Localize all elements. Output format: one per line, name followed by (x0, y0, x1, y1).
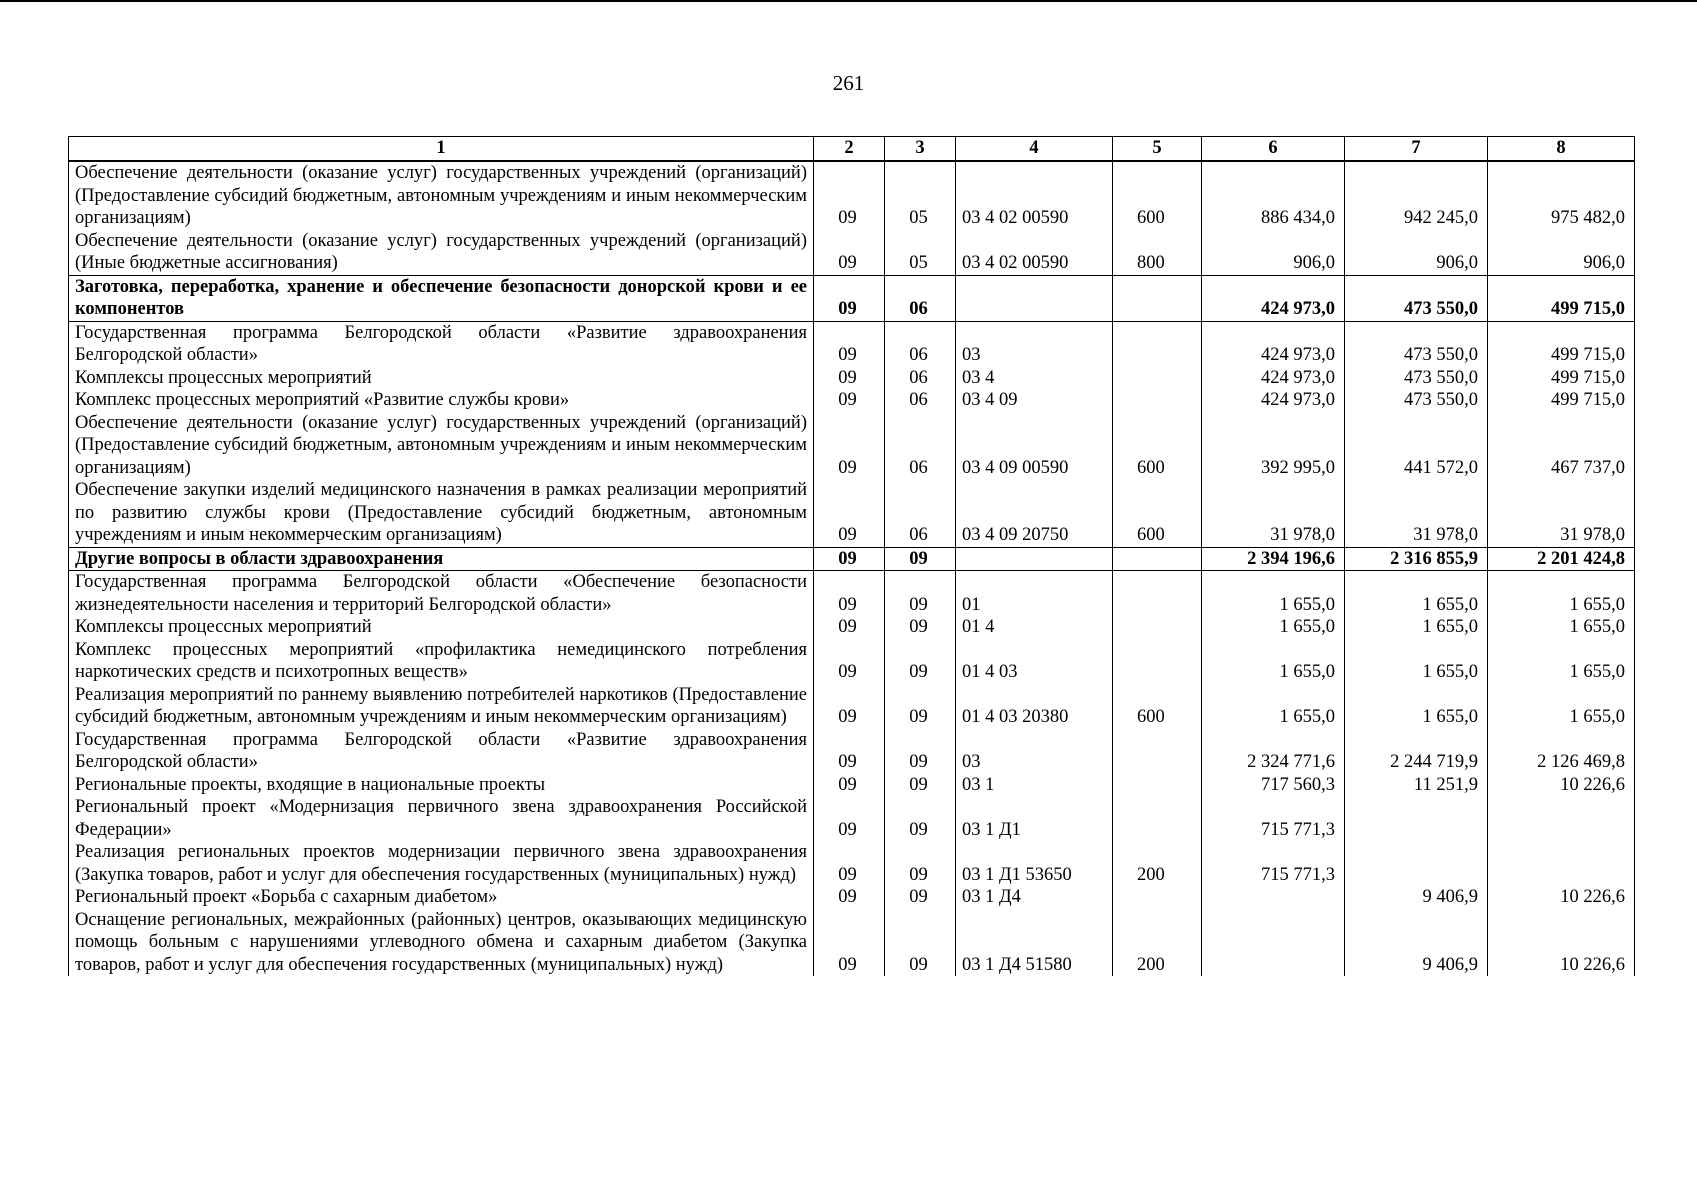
cell-subsection: 09 (885, 729, 956, 774)
cell-expense-type (1113, 616, 1202, 639)
cell-subsection: 09 (885, 547, 956, 571)
table-row (69, 729, 1635, 774)
cell-amount-col6: 886 434,0 (1202, 161, 1345, 230)
cell-target-article: 03 4 02 00590 (956, 161, 1113, 230)
cell-expense-type (1113, 547, 1202, 571)
table-row (69, 886, 1635, 909)
table-row (69, 161, 1635, 230)
cell-amount-col7: 473 550,0 (1345, 275, 1488, 321)
table-row (69, 367, 1635, 390)
row-name: Государственная программа Белгородской области «Развитие здравоохранения Белгородской области» (69, 321, 814, 367)
cell-amount-col6: 31 978,0 (1202, 479, 1345, 547)
cell-expense-type: 200 (1113, 841, 1202, 886)
row-name: Обеспечение деятельности (оказание услуг) государственных учреждений (организаций) (Предоставление субсидий бюджетным, автономным учреждениям и иным некоммерческим организациям) (69, 412, 814, 480)
cell-target-article: 03 4 09 (956, 389, 1113, 412)
cell-target-article: 03 (956, 729, 1113, 774)
row-name: Региональный проект «Модернизация первичного звена здравоохранения Российской Федерации» (69, 796, 814, 841)
cell-amount-col6: 2 324 771,6 (1202, 729, 1345, 774)
cell-subsection: 09 (885, 841, 956, 886)
cell-amount-col6: 424 973,0 (1202, 275, 1345, 321)
cell-amount-col8: 2 126 469,8 (1488, 729, 1635, 774)
section-row (69, 547, 1635, 571)
cell-target-article (956, 275, 1113, 321)
cell-amount-col7: 1 655,0 (1345, 639, 1488, 684)
cell-section: 09 (814, 321, 885, 367)
cell-amount-col7: 473 550,0 (1345, 367, 1488, 390)
section-row (69, 275, 1635, 321)
table-row (69, 841, 1635, 886)
cell-target-article: 01 4 (956, 616, 1113, 639)
cell-amount-col8: 2 201 424,8 (1488, 547, 1635, 571)
cell-amount-col8: 906,0 (1488, 230, 1635, 276)
cell-subsection: 06 (885, 479, 956, 547)
cell-section: 09 (814, 367, 885, 390)
cell-amount-col6: 392 995,0 (1202, 412, 1345, 480)
cell-amount-col6: 906,0 (1202, 230, 1345, 276)
cell-amount-col7: 473 550,0 (1345, 389, 1488, 412)
cell-amount-col8: 499 715,0 (1488, 367, 1635, 390)
row-name: Другие вопросы в области здравоохранения (69, 547, 814, 571)
cell-subsection: 09 (885, 616, 956, 639)
row-name: Обеспечение закупки изделий медицинского назначения в рамках реализации мероприятий по развитию службы крови (Предоставление субсидий бюджетным, автономным учреждениям и иным некоммерческим организациям) (69, 479, 814, 547)
column-header: 2 (814, 137, 885, 162)
cell-section: 09 (814, 796, 885, 841)
cell-section: 09 (814, 479, 885, 547)
cell-target-article: 03 4 (956, 367, 1113, 390)
table-row (69, 796, 1635, 841)
cell-expense-type (1113, 571, 1202, 617)
cell-section: 09 (814, 275, 885, 321)
cell-section: 09 (814, 909, 885, 977)
table-row (69, 230, 1635, 276)
row-name: Комплексы процессных мероприятий (69, 367, 814, 390)
row-name: Обеспечение деятельности (оказание услуг) государственных учреждений (организаций) (Иные бюджетные ассигнования) (69, 230, 814, 276)
cell-amount-col8: 499 715,0 (1488, 389, 1635, 412)
cell-amount-col6: 1 655,0 (1202, 639, 1345, 684)
row-name: Региональные проекты, входящие в национальные проекты (69, 774, 814, 797)
cell-target-article: 01 4 03 20380 (956, 684, 1113, 729)
cell-target-article: 03 1 Д4 51580 (956, 909, 1113, 977)
cell-section: 09 (814, 729, 885, 774)
cell-amount-col8: 1 655,0 (1488, 639, 1635, 684)
cell-amount-col6 (1202, 909, 1345, 977)
header-row (69, 137, 1635, 162)
cell-target-article: 01 4 03 (956, 639, 1113, 684)
table-row (69, 479, 1635, 547)
cell-amount-col8: 1 655,0 (1488, 684, 1635, 729)
cell-subsection: 06 (885, 275, 956, 321)
column-header: 6 (1202, 137, 1345, 162)
cell-expense-type (1113, 367, 1202, 390)
cell-amount-col7: 9 406,9 (1345, 909, 1488, 977)
row-name: Государственная программа Белгородской области «Развитие здравоохранения Белгородской области» (69, 729, 814, 774)
cell-subsection: 09 (885, 796, 956, 841)
cell-amount-col7: 1 655,0 (1345, 616, 1488, 639)
column-header: 7 (1345, 137, 1488, 162)
column-header: 5 (1113, 137, 1202, 162)
column-header: 1 (69, 137, 814, 162)
cell-subsection: 09 (885, 774, 956, 797)
cell-expense-type (1113, 886, 1202, 909)
cell-subsection: 09 (885, 684, 956, 729)
cell-expense-type (1113, 796, 1202, 841)
cell-amount-col7 (1345, 841, 1488, 886)
cell-amount-col7: 31 978,0 (1345, 479, 1488, 547)
column-header: 3 (885, 137, 956, 162)
cell-amount-col7: 2 244 719,9 (1345, 729, 1488, 774)
cell-amount-col8: 10 226,6 (1488, 774, 1635, 797)
cell-section: 09 (814, 161, 885, 230)
cell-target-article: 03 4 02 00590 (956, 230, 1113, 276)
row-name: Реализация мероприятий по раннему выявлению потребителей наркотиков (Предоставление субсидий бюджетным, автономным учреждениям и иным некоммерческим организациям) (69, 684, 814, 729)
cell-section: 09 (814, 886, 885, 909)
cell-expense-type: 800 (1113, 230, 1202, 276)
cell-subsection: 09 (885, 909, 956, 977)
row-name: Обеспечение деятельности (оказание услуг) государственных учреждений (организаций) (Предоставление субсидий бюджетным, автономным учреждениям и иным некоммерческим организациям) (69, 161, 814, 230)
row-name: Реализация региональных проектов модернизации первичного звена здравоохранения (Закупка товаров, работ и услуг для обеспечения государственных (муниципальных) нужд) (69, 841, 814, 886)
cell-amount-col6: 1 655,0 (1202, 571, 1345, 617)
cell-amount-col8: 1 655,0 (1488, 571, 1635, 617)
cell-section: 09 (814, 639, 885, 684)
cell-amount-col6: 715 771,3 (1202, 796, 1345, 841)
cell-amount-col7: 942 245,0 (1345, 161, 1488, 230)
cell-target-article: 03 1 Д4 (956, 886, 1113, 909)
cell-expense-type: 600 (1113, 412, 1202, 480)
cell-amount-col6 (1202, 886, 1345, 909)
cell-subsection: 05 (885, 161, 956, 230)
table-row (69, 321, 1635, 367)
table-row (69, 774, 1635, 797)
cell-amount-col6: 717 560,3 (1202, 774, 1345, 797)
column-header: 4 (956, 137, 1113, 162)
cell-amount-col8: 10 226,6 (1488, 886, 1635, 909)
cell-expense-type: 200 (1113, 909, 1202, 977)
cell-expense-type: 600 (1113, 161, 1202, 230)
cell-expense-type (1113, 774, 1202, 797)
cell-expense-type (1113, 389, 1202, 412)
cell-target-article (956, 547, 1113, 571)
table-row (69, 412, 1635, 480)
cell-target-article: 01 (956, 571, 1113, 617)
cell-amount-col7: 441 572,0 (1345, 412, 1488, 480)
cell-target-article: 03 4 09 00590 (956, 412, 1113, 480)
table-row (69, 684, 1635, 729)
cell-subsection: 05 (885, 230, 956, 276)
cell-amount-col7 (1345, 796, 1488, 841)
cell-amount-col6: 424 973,0 (1202, 389, 1345, 412)
budget-table (68, 136, 1635, 976)
row-name: Комплекс процессных мероприятий «профилактика немедицинского потребления наркотических средств и психотропных веществ» (69, 639, 814, 684)
cell-amount-col7: 9 406,9 (1345, 886, 1488, 909)
cell-section: 09 (814, 616, 885, 639)
row-name: Государственная программа Белгородской области «Обеспечение безопасности жизнедеятельности населения и территорий Белгородской области» (69, 571, 814, 617)
cell-amount-col6: 424 973,0 (1202, 321, 1345, 367)
page-number: 261 (832, 71, 865, 95)
cell-section: 09 (814, 412, 885, 480)
top-border-line (0, 0, 1697, 2)
cell-subsection: 09 (885, 886, 956, 909)
cell-amount-col7: 11 251,9 (1345, 774, 1488, 797)
cell-amount-col8: 499 715,0 (1488, 321, 1635, 367)
cell-target-article: 03 4 09 20750 (956, 479, 1113, 547)
cell-expense-type (1113, 321, 1202, 367)
cell-section: 09 (814, 230, 885, 276)
cell-subsection: 09 (885, 571, 956, 617)
row-name: Региональный проект «Борьба с сахарным диабетом» (69, 886, 814, 909)
cell-section: 09 (814, 774, 885, 797)
column-header: 8 (1488, 137, 1635, 162)
row-name: Комплексы процессных мероприятий (69, 616, 814, 639)
cell-amount-col7: 473 550,0 (1345, 321, 1488, 367)
cell-amount-col7: 906,0 (1345, 230, 1488, 276)
cell-target-article: 03 (956, 321, 1113, 367)
cell-amount-col8: 31 978,0 (1488, 479, 1635, 547)
cell-amount-col8: 1 655,0 (1488, 616, 1635, 639)
cell-expense-type: 600 (1113, 684, 1202, 729)
cell-section: 09 (814, 571, 885, 617)
table-row (69, 571, 1635, 617)
cell-expense-type (1113, 729, 1202, 774)
cell-section: 09 (814, 684, 885, 729)
cell-amount-col6: 715 771,3 (1202, 841, 1345, 886)
cell-section: 09 (814, 389, 885, 412)
cell-subsection: 06 (885, 412, 956, 480)
cell-amount-col7: 2 316 855,9 (1345, 547, 1488, 571)
cell-amount-col8: 499 715,0 (1488, 275, 1635, 321)
cell-target-article: 03 1 Д1 53650 (956, 841, 1113, 886)
cell-target-article: 03 1 (956, 774, 1113, 797)
cell-amount-col6: 1 655,0 (1202, 684, 1345, 729)
cell-amount-col8 (1488, 796, 1635, 841)
cell-expense-type (1113, 275, 1202, 321)
cell-amount-col6: 1 655,0 (1202, 616, 1345, 639)
cell-section: 09 (814, 547, 885, 571)
cell-amount-col7: 1 655,0 (1345, 571, 1488, 617)
cell-subsection: 09 (885, 639, 956, 684)
cell-amount-col6: 2 394 196,6 (1202, 547, 1345, 571)
row-name: Заготовка, переработка, хранение и обеспечение безопасности донорской крови и ее компонентов (69, 275, 814, 321)
cell-subsection: 06 (885, 367, 956, 390)
cell-amount-col8: 10 226,6 (1488, 909, 1635, 977)
cell-subsection: 06 (885, 321, 956, 367)
table-row (69, 909, 1635, 977)
cell-target-article: 03 1 Д1 (956, 796, 1113, 841)
cell-amount-col8: 467 737,0 (1488, 412, 1635, 480)
cell-amount-col8 (1488, 841, 1635, 886)
table-row (69, 639, 1635, 684)
cell-expense-type: 600 (1113, 479, 1202, 547)
table-row (69, 389, 1635, 412)
cell-subsection: 06 (885, 389, 956, 412)
cell-amount-col6: 424 973,0 (1202, 367, 1345, 390)
cell-section: 09 (814, 841, 885, 886)
cell-amount-col8: 975 482,0 (1488, 161, 1635, 230)
cell-expense-type (1113, 639, 1202, 684)
row-name: Комплекс процессных мероприятий «Развитие службы крови» (69, 389, 814, 412)
table-row (69, 616, 1635, 639)
row-name: Оснащение региональных, межрайонных (районных) центров, оказывающих медицинскую помощь больным с нарушениями углеводного обмена и сахарным диабетом (Закупка товаров, работ и услуг для обеспечения государственных (муниципальных) нужд) (69, 909, 814, 977)
cell-amount-col7: 1 655,0 (1345, 684, 1488, 729)
